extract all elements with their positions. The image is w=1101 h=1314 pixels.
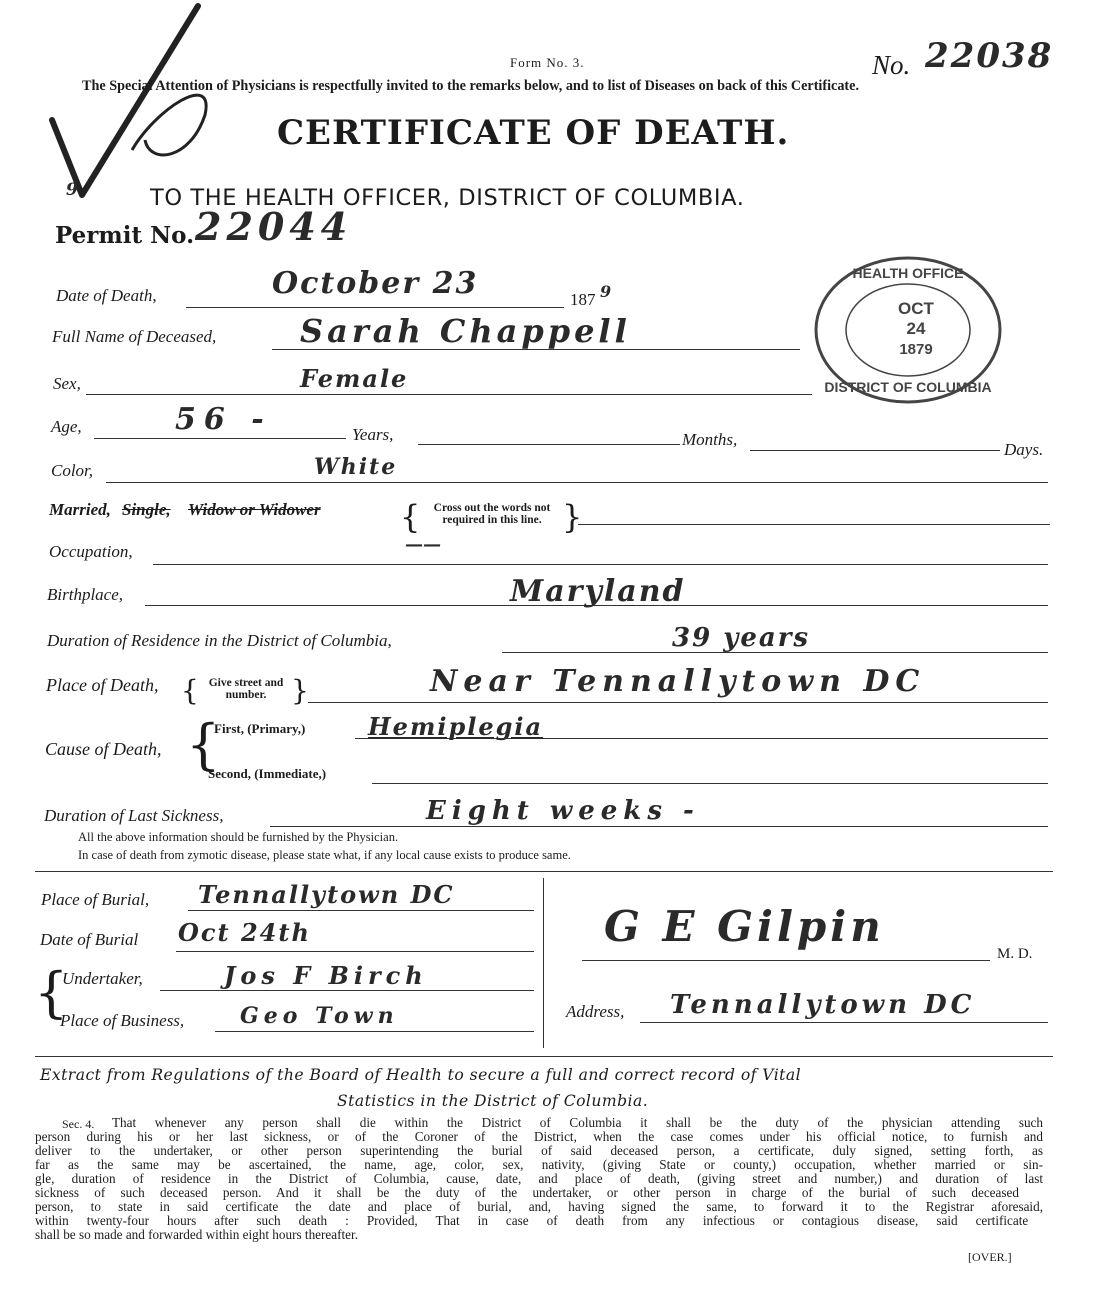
residence-label: Duration of Residence in the District of Columbia, — [47, 631, 392, 650]
date-of-death-label: Date of Death, — [56, 286, 157, 305]
days-line — [750, 450, 1000, 451]
undertaker-brace: { — [34, 961, 69, 1024]
birthplace-label: Birthplace, — [47, 585, 124, 604]
last-sickness-line — [270, 826, 1048, 827]
burial-date-line — [176, 951, 534, 952]
extract-title-line-2: Statistics in the District of Columbia. — [337, 1092, 649, 1110]
cause-second-label: Second, (Immediate,) — [208, 766, 327, 781]
undertaker-label: Undertaker, — [62, 969, 143, 988]
sex-line — [86, 394, 812, 395]
cause-second-line — [372, 783, 1048, 784]
sex-label: Sex, — [53, 374, 81, 393]
stamp-top-text: HEALTH OFFICE — [852, 265, 964, 281]
last-sickness-label: Duration of Last Sickness, — [44, 806, 224, 825]
physician-signature: G E Gilpin — [604, 902, 885, 951]
marital-note: Cross out the words not required in this line. — [433, 502, 551, 526]
marital-brace-right: } — [562, 498, 583, 536]
occupation-line — [153, 564, 1048, 565]
burial-top-rule — [35, 871, 1053, 872]
section-label: Sec. 4. — [62, 1117, 95, 1131]
certificate-number-label: No. — [872, 50, 911, 80]
burial-date-label: Date of Burial — [40, 930, 139, 949]
age-line — [94, 438, 346, 439]
age-value: 56 - — [175, 402, 272, 437]
occupation-value: —— — [405, 534, 441, 555]
address-line — [640, 1022, 1048, 1023]
burial-place-label: Place of Burial, — [41, 890, 150, 909]
physician-notice: The Special Attention of Physicians is respectfully invited to the remarks below, and to list of Diseases on back of this Certificate. — [82, 78, 859, 94]
permit-label: Permit No. — [55, 222, 195, 249]
signature-line — [582, 960, 990, 961]
form-number: Form No. 3. — [510, 55, 585, 70]
year-printed: 187 — [570, 290, 596, 309]
md-label: M. D. — [997, 946, 1033, 962]
burial-divider — [543, 878, 544, 1048]
occupation-label: Occupation, — [49, 542, 133, 561]
burial-place-line — [188, 910, 534, 911]
addressee: TO THE HEALTH OFFICER, DISTRICT OF COLUMBIA. — [150, 185, 745, 211]
regulation-line-3: deliver to the undertaker, or other person superintending the burial of said deceased person, a certificate, duly signed, setting forth, as — [35, 1143, 1043, 1158]
burial-place-value: Tennallytown DC — [198, 880, 455, 909]
certificate-number: 22038 — [925, 36, 1054, 76]
regulation-line-6: sickness of such deceased person. And it shall be the duty of the undertaker, or other person in charge of the burial of such deceased — [35, 1185, 1019, 1200]
full-name-value: Sarah Chappell — [300, 312, 631, 350]
place-of-death-brace-left: { — [181, 674, 199, 707]
place-of-death-line — [308, 702, 1048, 703]
cause-first-value: Hemiplegia — [368, 712, 544, 741]
full-name-label: Full Name of Deceased, — [52, 327, 217, 346]
place-of-death-brace-right: } — [291, 674, 309, 707]
health-office-stamp — [808, 250, 1008, 410]
margin-mark: 9 — [66, 180, 80, 200]
regulation-line-5: gle, duration of residence in the District of Columbia, cause, date, and place of death, (giving street and number,) and duration of last — [35, 1171, 1043, 1186]
regulation-line-1: That whenever any person shall die within the District of Columbia it shall be the duty of the physician attending such — [112, 1115, 1043, 1130]
stamp-year: 1879 — [899, 341, 933, 358]
place-of-death-value: Near Tennallytown DC — [430, 664, 926, 699]
cause-of-death-label: Cause of Death, — [45, 739, 162, 759]
stamp-day: 24 — [906, 319, 926, 338]
color-value: White — [314, 454, 398, 480]
permit-number: 22044 — [195, 204, 353, 249]
burial-bottom-rule — [35, 1056, 1053, 1057]
page-title: CERTIFICATE OF DEATH. — [277, 113, 790, 153]
date-of-death-line — [186, 307, 564, 308]
business-label: Place of Business, — [60, 1011, 185, 1030]
marital-widow: Widow or Widower — [188, 500, 321, 519]
residence-value: 39 years — [672, 623, 811, 653]
place-of-death-label: Place of Death, — [46, 675, 159, 695]
stamp-bottom-text: DISTRICT OF COLUMBIA — [824, 379, 992, 395]
physician-note-2: In case of death from zymotic disease, please state what, if any local cause exists to produce same. — [78, 848, 571, 862]
year-handwritten: 9 — [600, 282, 614, 301]
stamp-month: OCT — [898, 299, 934, 318]
physician-note-1: All the above information should be furnished by the Physician. — [78, 830, 399, 844]
address-label: Address, — [566, 1002, 625, 1021]
age-label: Age, — [51, 417, 82, 436]
undertaker-value: Jos F Birch — [224, 961, 428, 990]
place-of-death-note: Give street and number. — [208, 677, 284, 701]
regulation-line-2: person during his or her last sickness, or of the Coroner of the District, when the case comes under his official notice, to furnish and — [35, 1129, 1043, 1144]
regulation-line-4: far as the same may be ascertained, the name, age, color, sex, nativity, (giving State or county,) occupation, whether married or sin- — [35, 1157, 1043, 1172]
cause-first-label: First, (Primary,) — [214, 721, 306, 736]
last-sickness-value: Eight weeks - — [426, 796, 700, 826]
undertaker-line — [160, 990, 534, 991]
color-label: Color, — [51, 461, 94, 480]
business-value: Geo Town — [240, 1003, 399, 1029]
months-label: Months, — [682, 430, 738, 449]
business-line — [215, 1031, 534, 1032]
date-of-death-value: October 23 — [272, 266, 479, 301]
years-label: Years, — [352, 425, 394, 444]
marital-married: Married, — [49, 500, 111, 519]
over-marker: [OVER.] — [968, 1250, 1012, 1264]
cause-brace: { — [186, 713, 221, 776]
birthplace-value: Maryland — [510, 574, 686, 609]
marital-brace-left: { — [400, 498, 421, 536]
regulation-line-7: person, to state in said certificate the date and place of burial, and, having signed the same, to forward it to the Registrar aforesaid, — [35, 1199, 1043, 1214]
sex-value: Female — [300, 364, 409, 393]
address-value: Tennallytown DC — [670, 990, 976, 1020]
burial-date-value: Oct 24th — [178, 918, 311, 947]
color-line — [106, 482, 1048, 483]
marital-single: Single, — [122, 500, 171, 519]
months-line — [418, 444, 680, 445]
days-label: Days. — [1004, 440, 1044, 459]
regulation-line-8: within twenty-four hours after such death : Provided, That in case of death from any infectious or contagious disease, said certificate — [35, 1213, 1029, 1228]
extract-title-line-1: Extract from Regulations of the Board of Health to secure a full and correct record of Vital — [40, 1066, 802, 1084]
regulation-line-9: shall be so made and forwarded within eight hours thereafter. — [35, 1227, 358, 1242]
marital-line — [578, 524, 1050, 525]
